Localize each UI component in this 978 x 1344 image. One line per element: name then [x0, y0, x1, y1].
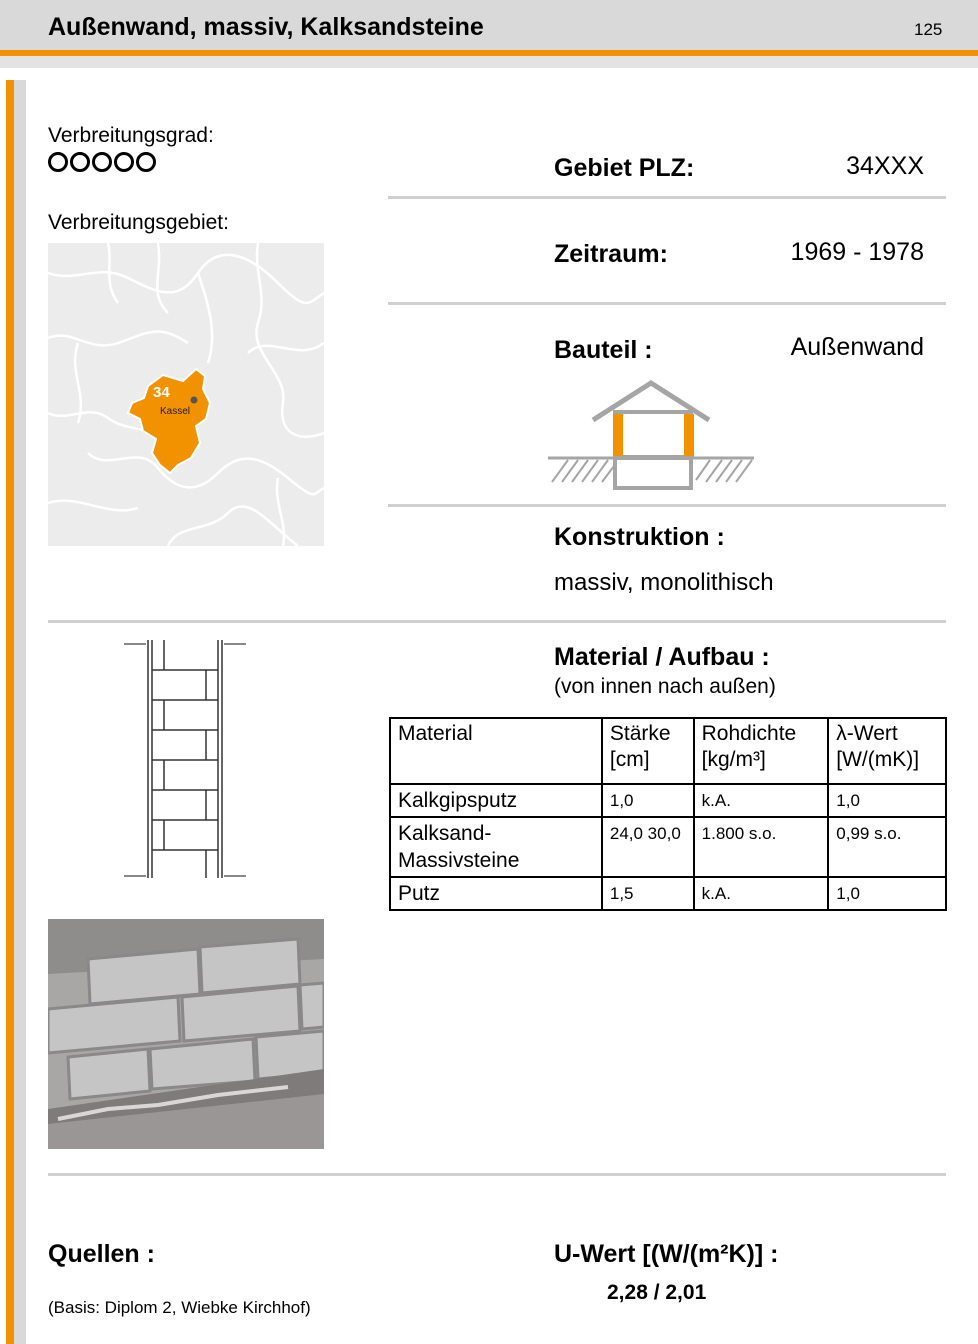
material-aufbau-sublabel: (von innen nach außen) [554, 675, 776, 698]
quellen-text: (Basis: Diplom 2, Wiebke Kirchhof) [48, 1298, 311, 1317]
divider [48, 1173, 946, 1176]
divider [48, 620, 946, 623]
table-header-cell: λ-Wert [W/(mK)] [828, 718, 946, 784]
left-grey-bar [14, 80, 26, 1344]
rohdichte-cell: k.A. [694, 784, 829, 817]
wall-section-drawing [120, 640, 250, 880]
map-region-number: 34 [153, 384, 170, 401]
table-header-row [390, 718, 946, 784]
konstruktion-label: Konstruktion : [554, 523, 725, 551]
zeitraum-value: 1969 - 1978 [790, 238, 924, 266]
lambda-cell: 1,0 [828, 877, 946, 910]
material-name-cell: Putz [390, 877, 602, 910]
material-name-cell: Kalkgipsputz [390, 784, 602, 817]
staerke-cell: 24,0 30,0 [602, 817, 694, 877]
quellen-label: Quellen : [48, 1240, 155, 1268]
left-accent-bar [6, 80, 14, 1344]
table-header-cell: Material [390, 718, 602, 784]
staerke-cell: 1,5 [602, 877, 694, 910]
page-number: 125 [914, 20, 943, 39]
lambda-cell: 0,99 s.o. [828, 817, 946, 877]
gebiet-plz-value: 34XXX [846, 152, 924, 180]
rating-circle-icon [48, 152, 68, 172]
house-section-icon [548, 378, 754, 492]
konstruktion-value: massiv, monolithisch [554, 569, 774, 596]
table-row [390, 877, 946, 910]
table-row [390, 784, 946, 817]
divider [388, 504, 946, 507]
bauteil-label: Bauteil : [554, 336, 653, 364]
zeitraum-label: Zeitraum: [554, 240, 668, 268]
material-aufbau-label: Material / Aufbau : [554, 643, 770, 671]
bauteil-value: Außenwand [790, 333, 924, 361]
verbreitungsgebiet-label: Verbreitungsgebiet: [48, 211, 229, 234]
staerke-cell: 1,0 [602, 784, 694, 817]
rohdichte-cell: k.A. [694, 877, 829, 910]
rating-circle-icon [114, 152, 134, 172]
wall-photo [48, 919, 324, 1149]
u-wert-label: U-Wert [(W/(m²K)] : [554, 1240, 779, 1268]
header-grey-line [0, 56, 978, 68]
divider [388, 302, 946, 305]
verbreitungsgrad-label: Verbreitungsgrad: [48, 124, 214, 147]
material-table [389, 717, 947, 911]
rating-circle-icon [92, 152, 112, 172]
lambda-cell: 1,0 [828, 784, 946, 817]
u-wert-value: 2,28 / 2,01 [607, 1281, 707, 1304]
verbreitungsgrad-rating [48, 152, 156, 172]
map-city-label: Kassel [160, 406, 191, 417]
wall-photo-graphic [48, 919, 324, 1149]
gebiet-plz-label: Gebiet PLZ: [554, 154, 695, 182]
rating-circle-icon [70, 152, 90, 172]
rating-circle-icon [136, 152, 156, 172]
material-name-cell: Kalksand- Massivsteine [390, 817, 602, 877]
table-header-cell: Stärke [cm] [602, 718, 694, 784]
table-header-cell: Rohdichte [kg/m³] [694, 718, 829, 784]
region-map [48, 243, 324, 546]
table-row [390, 817, 946, 877]
page-title: Außenwand, massiv, Kalksandsteine [48, 13, 484, 41]
map-graphic [48, 243, 324, 546]
divider [388, 196, 946, 199]
kassel-city-marker [191, 397, 198, 404]
rohdichte-cell: 1.800 s.o. [694, 817, 829, 877]
